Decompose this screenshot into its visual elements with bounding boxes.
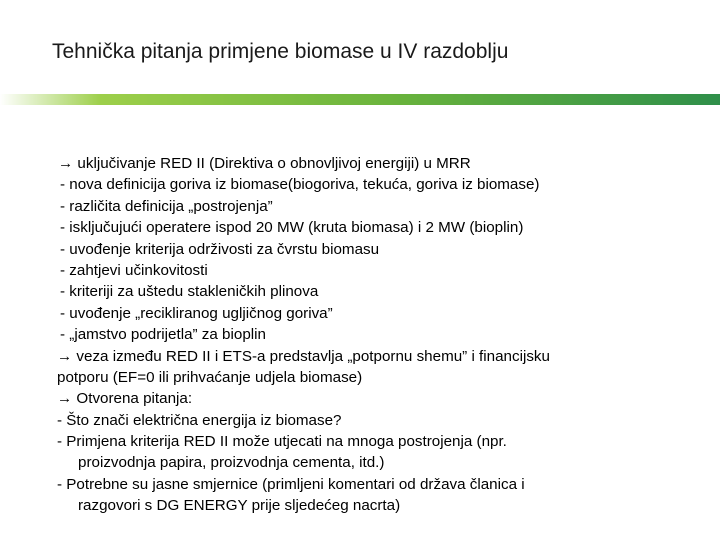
bullet-item: - isključujući operatere ispod 20 MW (kruta biomasa) i 2 MW (bioplin) — [60, 219, 524, 237]
question-item-continuation: razgovori s DG ENERGY prije sljedećeg nacrta) — [78, 497, 401, 515]
question-item: - Primjena kriterija RED II može utjecati na mnoga postrojenja (npr. — [57, 433, 507, 451]
bullet-item: - uvođenje „recikliranog ugljičnog goriva” — [60, 304, 333, 322]
accent-bar — [0, 94, 720, 105]
question-item: - Potrebne su jasne smjernice (primljeni komentari od država članica i — [57, 475, 525, 493]
bullet-item: - nova definicija goriva iz biomase(biogoriva, tekuća, goriva iz biomase) — [60, 176, 540, 194]
question-item-continuation: proizvodnja papira, proizvodnja cementa, itd.) — [78, 454, 385, 472]
slide-body — [58, 153, 698, 517]
text-line: → veza između RED II i ETS-a predstavlja „potpornu shemu” i financijsku — [57, 347, 550, 365]
text-line: → uključivanje RED II (Direktiva o obnovljivoj energiji) u MRR — [58, 155, 471, 172]
bullet-item: - „jamstvo podrijetla” za bioplin — [60, 326, 266, 344]
slide-title: Tehnička pitanja primjene biomase u IV razdoblju — [52, 40, 509, 63]
bullet-item: - uvođenje kriterija održivosti za čvrstu biomasu — [60, 240, 380, 258]
question-item: - Što znači električna energija iz biomase? — [57, 411, 342, 429]
bullet-item: - različita definicija „postrojenja” — [60, 197, 273, 215]
bullet-item: - zahtjevi učinkovitosti — [60, 261, 208, 279]
text-line: potporu (EF=0 ili prihvaćanje udjela biomase) — [57, 368, 363, 386]
text-line: → Otvorena pitanja: — [57, 390, 193, 408]
bullet-item: - kriteriji za uštedu stakleničkih plinova — [60, 283, 319, 301]
